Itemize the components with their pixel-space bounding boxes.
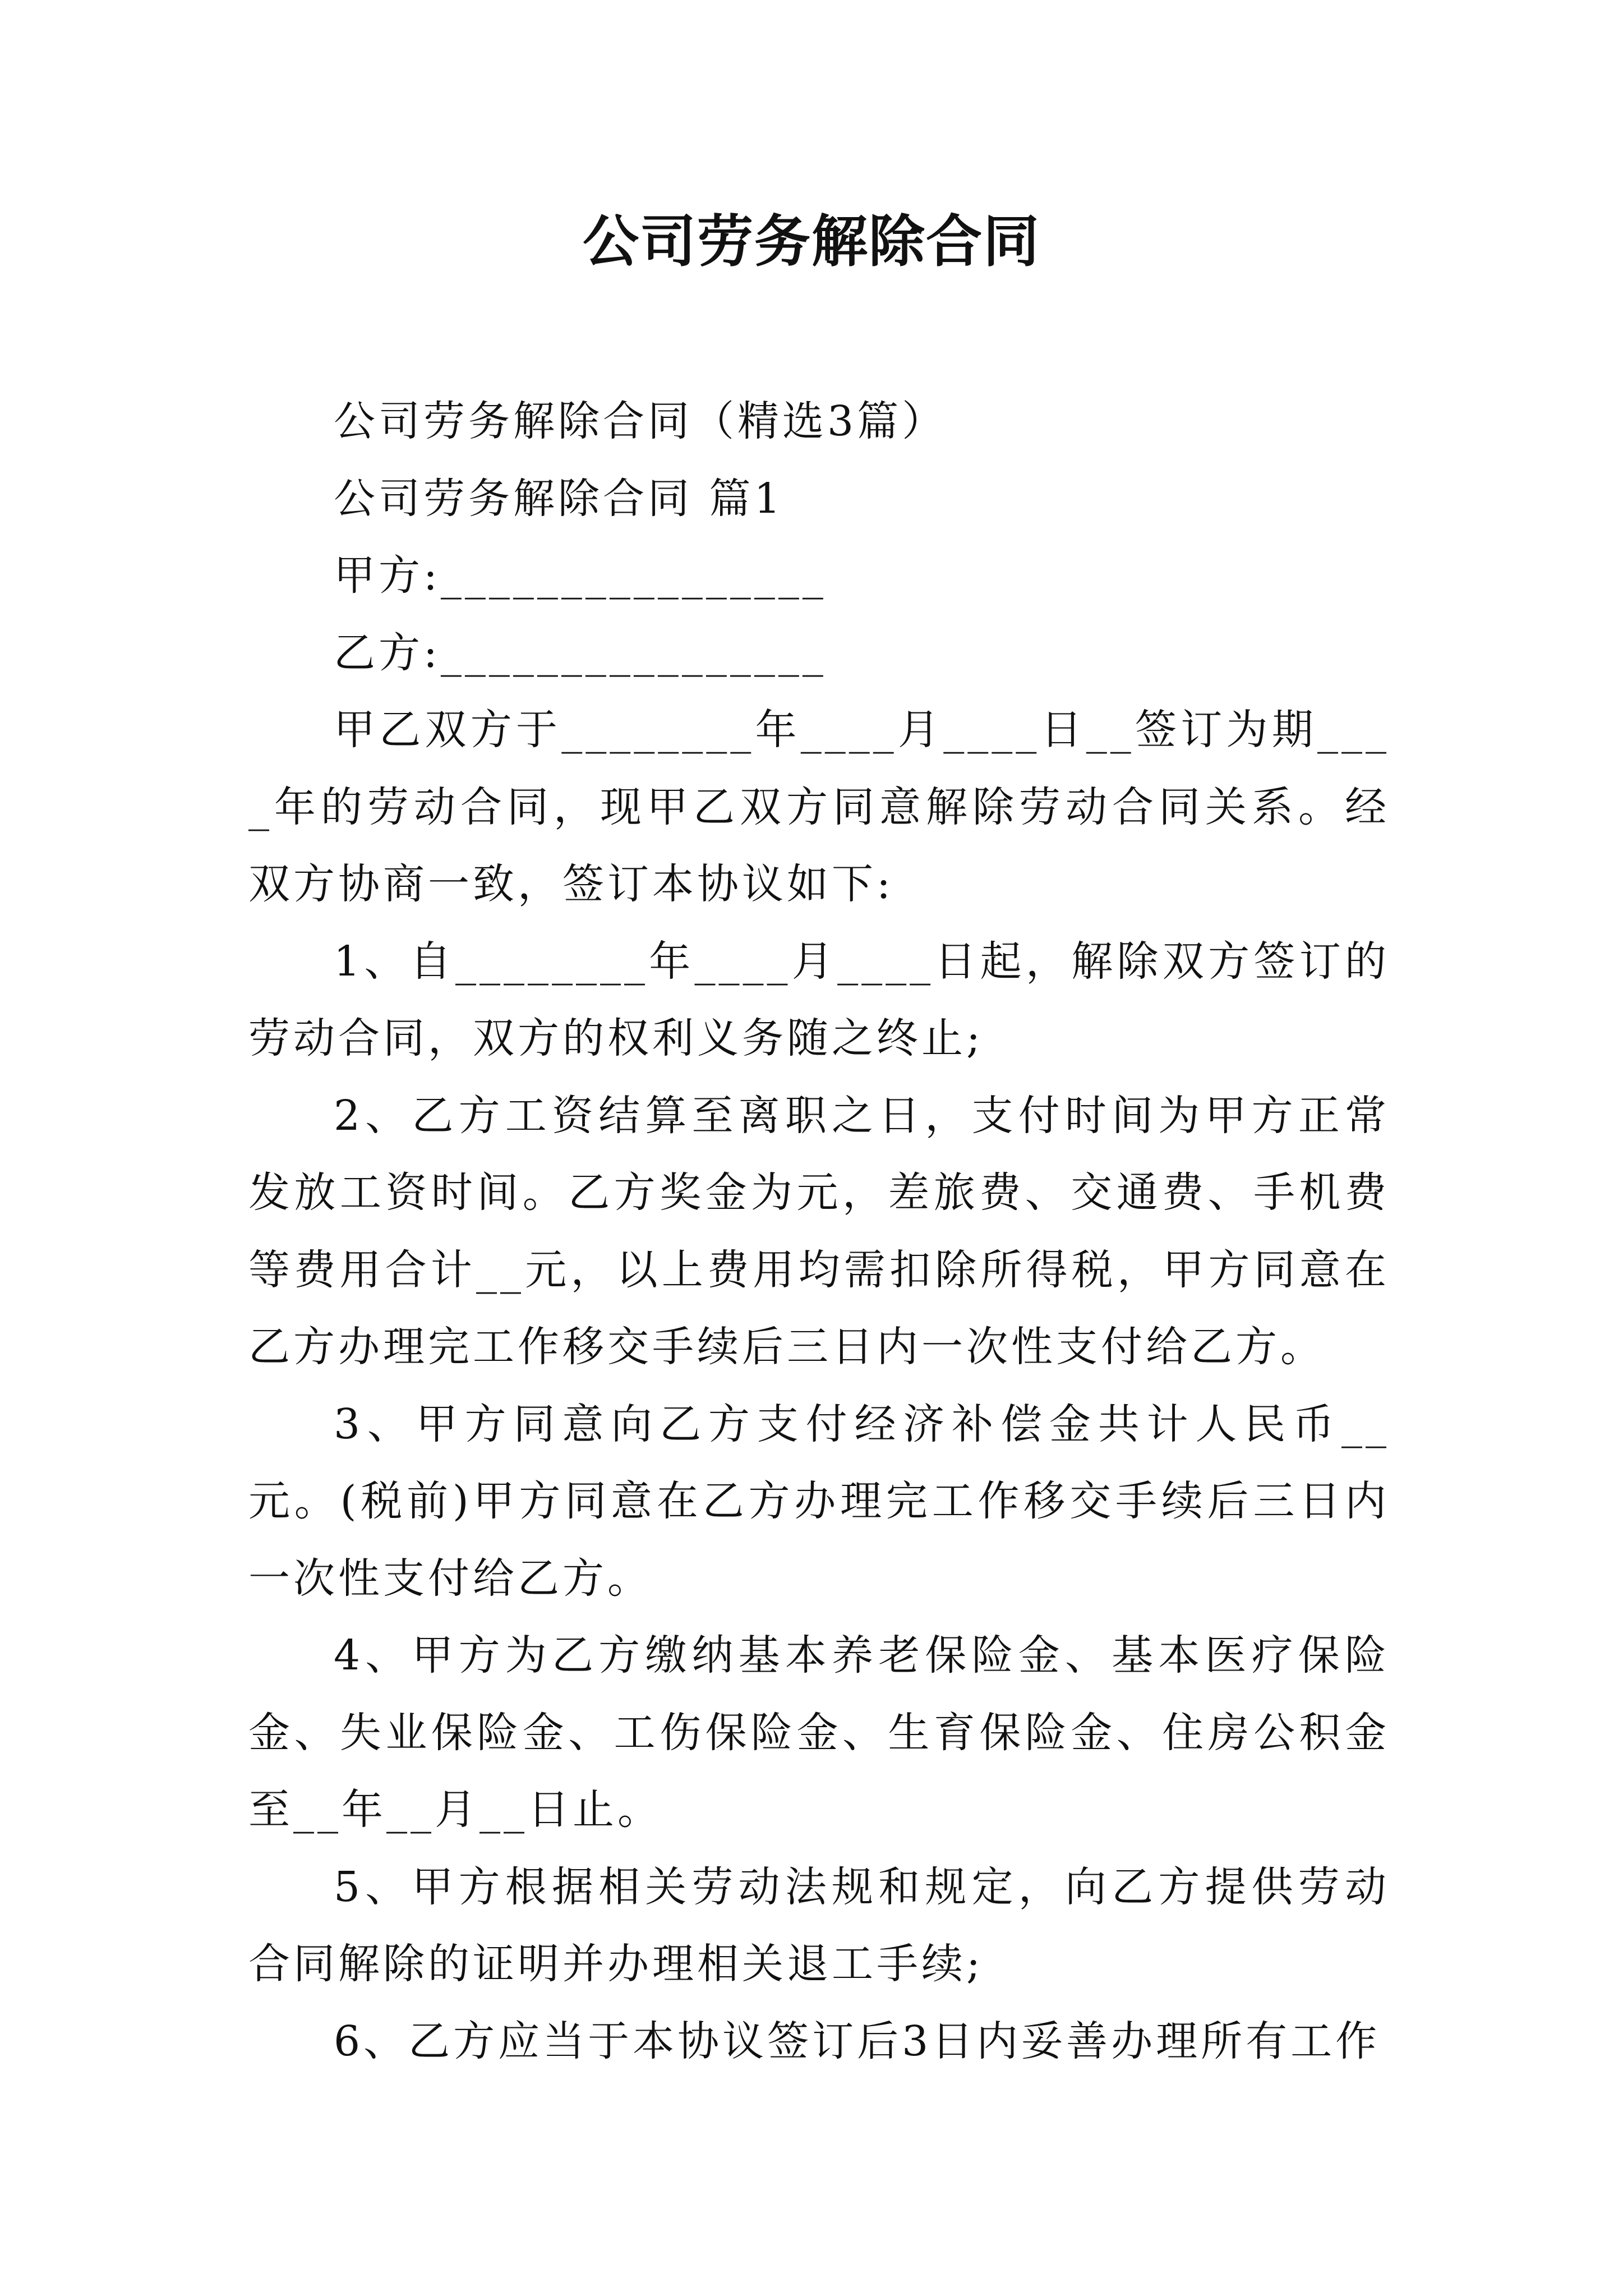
clause-1: 1、自________年____月____日起，解除双方签订的劳动合同，双方的权利义务随之终止; <box>248 937 1390 1062</box>
clause-3: 3、甲方同意向乙方支付经济补偿金共计人民币__元。(税前)甲方同意在乙方办理完工作移交手续后三日内一次性支付给乙方。 <box>248 1400 1390 1603</box>
party-a-line: 甲方:________________ <box>334 551 827 600</box>
document-body <box>248 383 1390 2080</box>
clause-2: 2、乙方工资结算至离职之日，支付时间为甲方正常发放工资时间。乙方奖金为元，差旅费、交通费、手机费等费用合计__元，以上费用均需扣除所得税，甲方同意在乙方办理完工作移交手续后三日内一次性支付给乙方。 <box>248 1091 1390 1371</box>
clause-6: 6、乙方应当于本协议签订后3日内妥善办理所有工作 <box>334 2017 1381 2065</box>
document-title: 公司劳务解除合同 <box>583 208 1040 274</box>
subtitle-selected-3: 公司劳务解除合同（精选3篇） <box>334 397 947 445</box>
party-b-line: 乙方:________________ <box>334 628 827 677</box>
section-heading-1: 公司劳务解除合同 篇1 <box>334 474 784 523</box>
intro-paragraph: 甲乙双方于________年____月____日__签订为期____年的劳动合同，现甲乙双方同意解除劳动合同关系。经双方协商一致，签订本协议如下: <box>248 706 1390 908</box>
clause-4: 4、甲方为乙方缴纳基本养老保险金、基本医疗保险金、失业保险金、工伤保险金、生育保险金、住房公积金至__年__月__日止。 <box>248 1631 1390 1834</box>
clause-5: 5、甲方根据相关劳动法规和规定，向乙方提供劳动合同解除的证明并办理相关退工手续; <box>248 1862 1390 1988</box>
